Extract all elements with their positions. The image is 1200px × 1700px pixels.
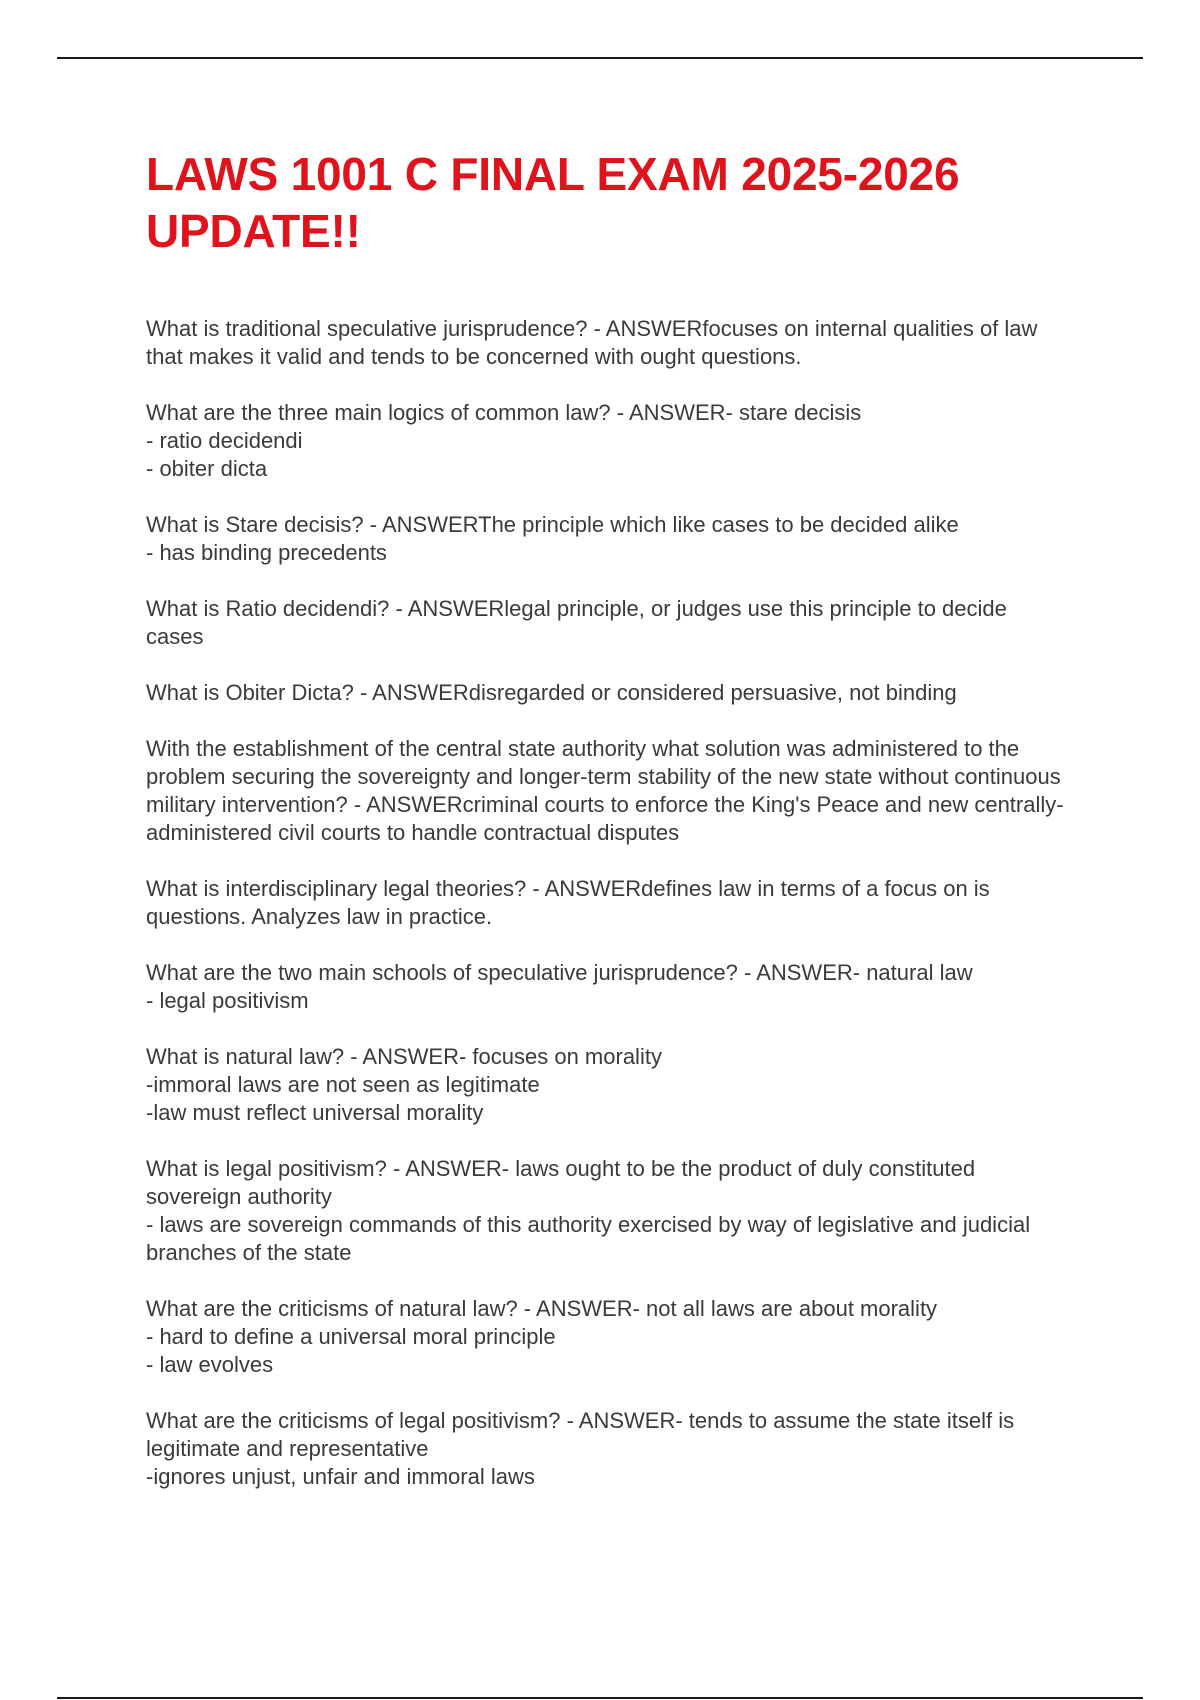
document-page — [146, 146, 1066, 1519]
top-rule — [57, 57, 1143, 59]
qa-entry: What is traditional speculative jurisprudence? - ANSWERfocuses on internal qualities of law that makes it valid and tends to be concerned with ought questions. — [146, 316, 1038, 369]
qa-entry: What is natural law? - ANSWER- focuses on morality -immoral laws are not seen as legitimate -law must reflect universal morality — [146, 1044, 662, 1125]
qa-list — [146, 315, 1066, 1491]
qa-entry: What are the criticisms of legal positivism? - ANSWER- tends to assume the state itself is legitimate and representative -ignores unjust, unfair and immoral laws — [146, 1408, 1015, 1489]
qa-entry: What is Ratio decidendi? - ANSWERlegal principle, or judges use this principle to decide cases — [146, 596, 1007, 649]
qa-entry: What is Obiter Dicta? - ANSWERdisregarded or considered persuasive, not binding — [146, 680, 957, 705]
qa-entry: With the establishment of the central state authority what solution was administered to the problem securing the sovereignty and longer-term stability of the new state without continuous military intervention? - ANSWERcriminal courts to enforce the King's Peace and new centrally-administered civil courts to handle contractual disputes — [146, 736, 1064, 845]
qa-entry: What is legal positivism? - ANSWER- laws ought to be the product of duly constituted sovereign authority - laws are sovereign commands of this authority exercised by way of legislative and judicial branches of the state — [146, 1156, 1031, 1265]
qa-entry: What are the three main logics of common law? - ANSWER- stare decisis - ratio decidendi - obiter dicta — [146, 400, 862, 481]
qa-entry: What is interdisciplinary legal theories? - ANSWERdefines law in terms of a focus on is questions. Analyzes law in practice. — [146, 876, 990, 929]
document-title: LAWS 1001 C FINAL EXAM 2025-2026 UPDATE!! — [146, 148, 960, 257]
qa-entry: What is Stare decisis? - ANSWERThe principle which like cases to be decided alike - has binding precedents — [146, 512, 959, 565]
bottom-rule — [57, 1697, 1143, 1699]
qa-entry: What are the two main schools of speculative jurisprudence? - ANSWER- natural law - legal positivism — [146, 960, 973, 1013]
qa-entry: What are the criticisms of natural law? - ANSWER- not all laws are about morality - hard to define a universal moral principle - law evolves — [146, 1296, 938, 1377]
